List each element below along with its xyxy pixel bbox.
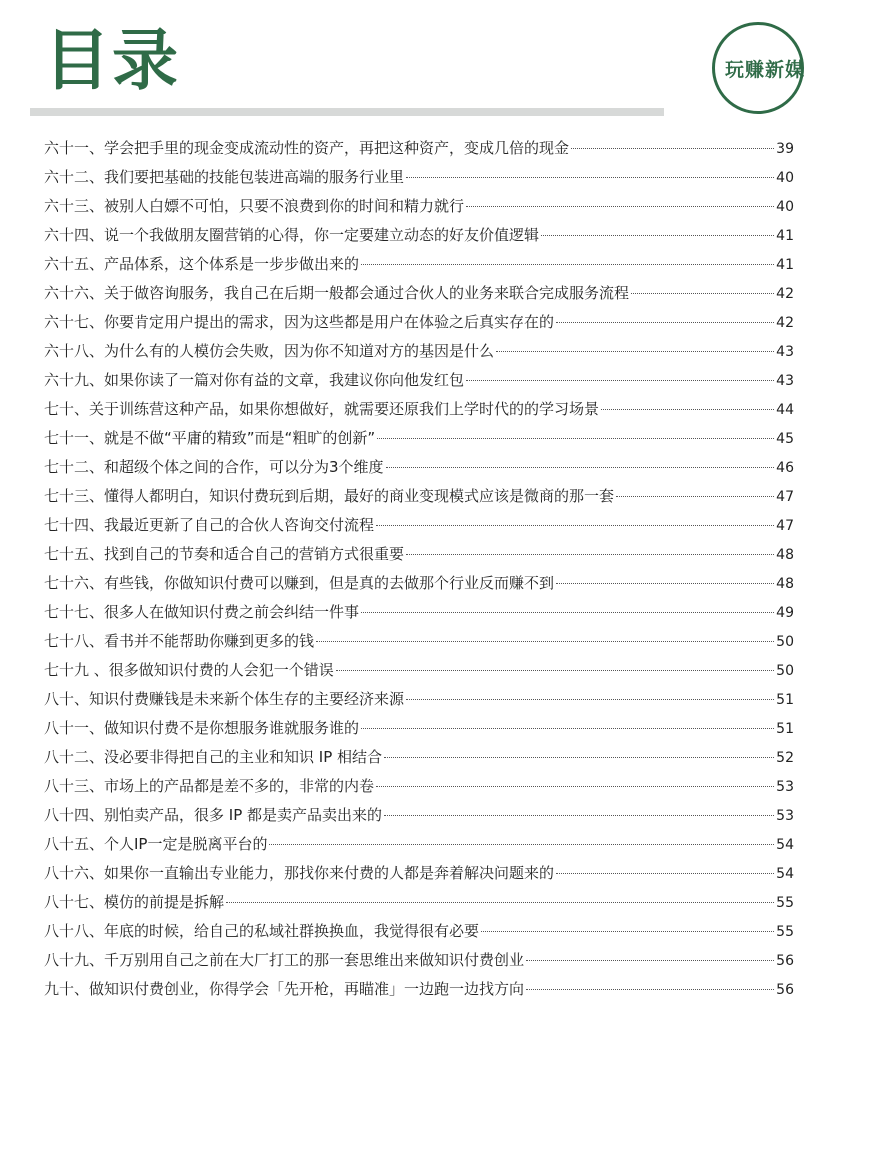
- toc-entry-page-number: 43: [776, 373, 794, 390]
- table-of-contents: [44, 137, 794, 1007]
- toc-entry-page-number: 49: [776, 605, 794, 622]
- toc-entry[interactable]: [44, 427, 794, 456]
- toc-dot-leader: [541, 235, 774, 236]
- toc-entry-title: 七十五、找到自己的节奏和适合自己的营销方式很重要: [44, 545, 405, 564]
- toc-dot-leader: [361, 264, 774, 265]
- toc-dot-leader: [269, 844, 774, 845]
- toc-entry-page-number: 42: [776, 315, 794, 332]
- title-underline-bar: [30, 108, 664, 116]
- toc-dot-leader: [377, 438, 774, 439]
- toc-entry-page-number: 50: [776, 663, 794, 680]
- toc-entry-title: 六十六、关于做咨询服务，我自己在后期一般都会通过合伙人的业务来联合完成服务流程: [44, 284, 630, 303]
- toc-entry-title: 七十、关于训练营这种产品，如果你想做好，就需要还原我们上学时代的的学习场景: [44, 400, 600, 419]
- brand-logo-text: 玩赚新媒: [725, 59, 806, 81]
- toc-entry-page-number: 56: [776, 982, 794, 999]
- toc-dot-leader: [384, 757, 774, 758]
- toc-dot-leader: [466, 380, 774, 381]
- brand-logo: [712, 22, 804, 114]
- toc-entry[interactable]: [44, 862, 794, 891]
- toc-entry[interactable]: [44, 195, 794, 224]
- toc-entry-title: 七十九 、很多做知识付费的人会犯一个错误: [44, 661, 334, 680]
- toc-dot-leader: [361, 728, 774, 729]
- toc-entry-title: 六十九、如果你读了一篇对你有益的文章，我建议你向他发红包: [44, 371, 465, 390]
- toc-entry[interactable]: [44, 717, 794, 746]
- toc-entry-title: 六十一、学会把手里的现金变成流动性的资产，再把这种资产，变成几倍的现金: [44, 139, 570, 157]
- toc-entry-title: 六十四、说一个我做朋友圈营销的心得，你一定要建立动态的好友价值逻辑: [44, 226, 540, 245]
- toc-entry-page-number: 40: [776, 199, 794, 216]
- toc-dot-leader: [384, 815, 774, 816]
- toc-dot-leader: [406, 554, 774, 555]
- toc-entry-title: 六十五、产品体系，这个体系是一步步做出来的: [44, 255, 360, 274]
- toc-entry-page-number: 54: [776, 866, 794, 883]
- toc-entry-page-number: 51: [776, 721, 794, 738]
- toc-entry-title: 七十八、看书并不能帮助你赚到更多的钱: [44, 632, 315, 651]
- toc-dot-leader: [386, 467, 775, 468]
- toc-entry[interactable]: [44, 688, 794, 717]
- toc-entry-title: 八十七、模仿的前提是拆解: [44, 893, 225, 912]
- toc-entry-page-number: 40: [776, 170, 794, 187]
- toc-dot-leader: [496, 351, 774, 352]
- toc-entry-page-number: 47: [776, 518, 794, 535]
- toc-entry-page-number: 48: [776, 576, 794, 593]
- toc-dot-leader: [361, 612, 774, 613]
- toc-dot-leader: [571, 148, 774, 149]
- toc-entry-title: 八十二、没必要非得把自己的主业和知识 IP 相结合: [44, 748, 383, 767]
- toc-entry-title: 八十九、千万别用自己之前在大厂打工的那一套思维出来做知识付费创业: [44, 951, 525, 970]
- toc-entry-page-number: 47: [776, 489, 794, 506]
- toc-entry-page-number: 45: [776, 431, 794, 448]
- toc-entry[interactable]: [44, 369, 794, 398]
- toc-entry-page-number: 46: [776, 460, 794, 477]
- page-title: 目录: [44, 22, 180, 99]
- toc-entry[interactable]: [44, 949, 794, 978]
- toc-entry-page-number: 43: [776, 344, 794, 361]
- toc-entry-page-number: 42: [776, 286, 794, 303]
- toc-entry[interactable]: [44, 833, 794, 862]
- toc-dot-leader: [526, 989, 774, 990]
- toc-entry[interactable]: [44, 514, 794, 543]
- toc-entry[interactable]: [44, 891, 794, 920]
- toc-entry[interactable]: [44, 456, 794, 485]
- toc-entry-title: 七十一、就是不做“平庸的精致”而是“粗旷的创新”: [44, 429, 376, 448]
- toc-entry-page-number: 41: [776, 257, 794, 274]
- toc-entry-page-number: 48: [776, 547, 794, 564]
- toc-entry-title: 六十八、为什么有的人模仿会失败，因为你不知道对方的基因是什么: [44, 342, 495, 361]
- toc-entry[interactable]: [44, 166, 794, 195]
- toc-entry-title: 八十四、别怕卖产品，很多 IP 都是卖产品卖出来的: [44, 806, 383, 825]
- toc-dot-leader: [616, 496, 774, 497]
- toc-entry-title: 八十六、如果你一直输出专业能力，那找你来付费的人都是奔着解决问题来的: [44, 864, 555, 883]
- toc-entry[interactable]: [44, 485, 794, 514]
- toc-entry[interactable]: [44, 630, 794, 659]
- toc-entry-page-number: 53: [776, 808, 794, 825]
- toc-entry[interactable]: [44, 920, 794, 949]
- toc-entry-page-number: 54: [776, 837, 794, 854]
- toc-dot-leader: [406, 699, 774, 700]
- toc-entry-title: 九十、做知识付费创业，你得学会「先开枪，再瞄准」一边跑一边找方向: [44, 980, 525, 999]
- toc-entry-page-number: 51: [776, 692, 794, 709]
- toc-entry[interactable]: [44, 282, 794, 311]
- toc-dot-leader: [556, 322, 774, 323]
- toc-entry-title: 七十四、我最近更新了自己的合伙人咨询交付流程: [44, 516, 375, 535]
- toc-entry[interactable]: [44, 137, 794, 166]
- toc-dot-leader: [316, 641, 774, 642]
- toc-entry[interactable]: [44, 340, 794, 369]
- toc-entry[interactable]: [44, 224, 794, 253]
- toc-entry[interactable]: [44, 543, 794, 572]
- toc-entry[interactable]: [44, 311, 794, 340]
- toc-entry-page-number: 55: [776, 895, 794, 912]
- toc-entry-title: 八十八、年底的时候，给自己的私域社群换换血，我觉得很有必要: [44, 922, 480, 941]
- toc-entry-title: 八十一、做知识付费不是你想服务谁就服务谁的: [44, 719, 360, 738]
- toc-entry-page-number: 50: [776, 634, 794, 651]
- toc-dot-leader: [376, 525, 774, 526]
- toc-dot-leader: [376, 786, 774, 787]
- toc-entry-page-number: 53: [776, 779, 794, 796]
- toc-entry-page-number: 52: [776, 750, 794, 767]
- toc-entry[interactable]: [44, 775, 794, 804]
- toc-entry[interactable]: [44, 978, 794, 1007]
- toc-dot-leader: [406, 177, 774, 178]
- toc-dot-leader: [226, 902, 774, 903]
- toc-entry-title: 八十、知识付费赚钱是未来新个体生存的主要经济来源: [44, 690, 405, 709]
- toc-entry-title: 六十三、被别人白嫖不可怕，只要不浪费到你的时间和精力就行: [44, 197, 465, 216]
- toc-entry-title: 六十二、我们要把基础的技能包装进高端的服务行业里: [44, 168, 405, 187]
- toc-entry-title: 七十六、有些钱，你做知识付费可以赚到，但是真的去做那个行业反而赚不到: [44, 574, 555, 593]
- toc-entry-title: 八十五、个人IP一定是脱离平台的: [44, 835, 268, 854]
- toc-dot-leader: [466, 206, 774, 207]
- toc-entry-page-number: 39: [776, 141, 794, 157]
- toc-entry[interactable]: [44, 572, 794, 601]
- toc-entry[interactable]: [44, 601, 794, 630]
- toc-dot-leader: [601, 409, 774, 410]
- toc-entry-page-number: 41: [776, 228, 794, 245]
- toc-dot-leader: [481, 931, 774, 932]
- toc-entry-title: 七十七、很多人在做知识付费之前会纠结一件事: [44, 603, 360, 622]
- toc-dot-leader: [556, 873, 774, 874]
- toc-entry[interactable]: [44, 659, 794, 688]
- toc-entry[interactable]: [44, 253, 794, 282]
- toc-entry-title: 七十二、和超级个体之间的合作，可以分为3个维度: [44, 458, 384, 477]
- toc-dot-leader: [556, 583, 774, 584]
- toc-dot-leader: [526, 960, 774, 961]
- toc-entry-title: 七十三、懂得人都明白，知识付费玩到后期，最好的商业变现模式应该是微商的那一套: [44, 487, 615, 506]
- toc-entry-page-number: 55: [776, 924, 794, 941]
- toc-entry[interactable]: [44, 746, 794, 775]
- toc-dot-leader: [631, 293, 774, 294]
- toc-entry-title: 八十三、市场上的产品都是差不多的，非常的内卷: [44, 777, 375, 796]
- toc-entry[interactable]: [44, 398, 794, 427]
- toc-entry-title: 六十七、你要肯定用户提出的需求，因为这些都是用户在体验之后真实存在的: [44, 313, 555, 332]
- toc-entry-page-number: 44: [776, 402, 794, 419]
- toc-dot-leader: [336, 670, 774, 671]
- toc-entry[interactable]: [44, 804, 794, 833]
- toc-entry-page-number: 56: [776, 953, 794, 970]
